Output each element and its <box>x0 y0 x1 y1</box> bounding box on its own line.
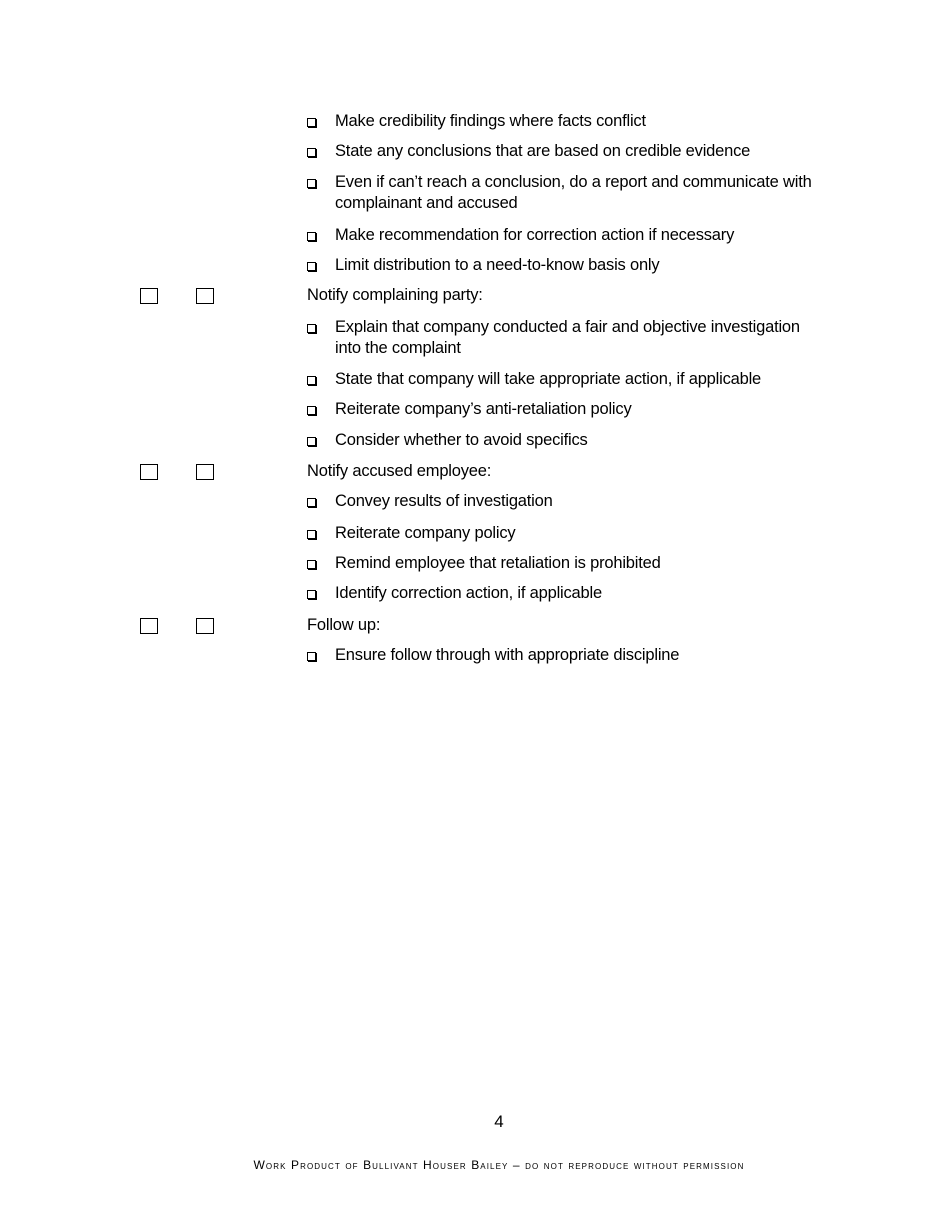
page-number: 4 <box>494 1112 504 1131</box>
list-item-text: Limit distribution to a need-to-know basis only <box>335 256 660 274</box>
checkbox-bullet-icon <box>307 118 316 127</box>
checkbox[interactable] <box>140 618 158 634</box>
list-item-text: Remind employee that retaliation is prohibited <box>335 554 661 572</box>
checkbox-bullet-icon <box>307 376 316 385</box>
checklist-heading: Notify complaining party: <box>307 286 483 304</box>
checklist-heading: Follow up: <box>307 616 381 634</box>
checkbox-bullet-icon <box>307 324 316 333</box>
list-item-text: State any conclusions that are based on credible evidence <box>335 142 751 160</box>
checkbox[interactable] <box>196 288 214 304</box>
list-item-text: Reiterate company’s anti-retaliation policy <box>335 400 632 418</box>
checkbox[interactable] <box>196 464 214 480</box>
checkbox-bullet-icon <box>307 262 316 271</box>
checkbox-bullet-icon <box>307 652 316 661</box>
list-item-text: Make credibility findings where facts conflict <box>335 112 646 130</box>
checkbox[interactable] <box>140 464 158 480</box>
checkbox-bullet-icon <box>307 437 316 446</box>
checkbox-bullet-icon <box>307 232 316 241</box>
checkbox-bullet-icon <box>307 148 316 157</box>
checkbox-bullet-icon <box>307 530 316 539</box>
checkbox-bullet-icon <box>307 498 316 507</box>
checklist-heading: Notify accused employee: <box>307 462 492 480</box>
list-item-text: Ensure follow through with appropriate discipline <box>335 646 680 664</box>
checkbox[interactable] <box>196 618 214 634</box>
list-item-text: Convey results of investigation <box>335 492 553 510</box>
checkbox-bullet-icon <box>307 406 316 415</box>
list-item-text: Even if can’t reach a conclusion, do a report and communicate with complainant and accused <box>335 173 812 212</box>
list-item-text: Explain that company conducted a fair and objective investigation into the complaint <box>335 318 800 357</box>
checkbox-bullet-icon <box>307 179 316 188</box>
list-item-text: Reiterate company policy <box>335 524 516 542</box>
list-item-text: Consider whether to avoid specifics <box>335 431 588 449</box>
checkbox-bullet-icon <box>307 590 316 599</box>
page-footer: Work Product of Bullivant Houser Bailey – do not reproduce without permission <box>253 1158 745 1172</box>
checkbox-bullet-icon <box>307 560 316 569</box>
checkbox[interactable] <box>140 288 158 304</box>
list-item-text: Make recommendation for correction action if necessary <box>335 226 735 244</box>
list-item-text: Identify correction action, if applicable <box>335 584 602 602</box>
list-item-text: State that company will take appropriate action, if applicable <box>335 370 762 388</box>
